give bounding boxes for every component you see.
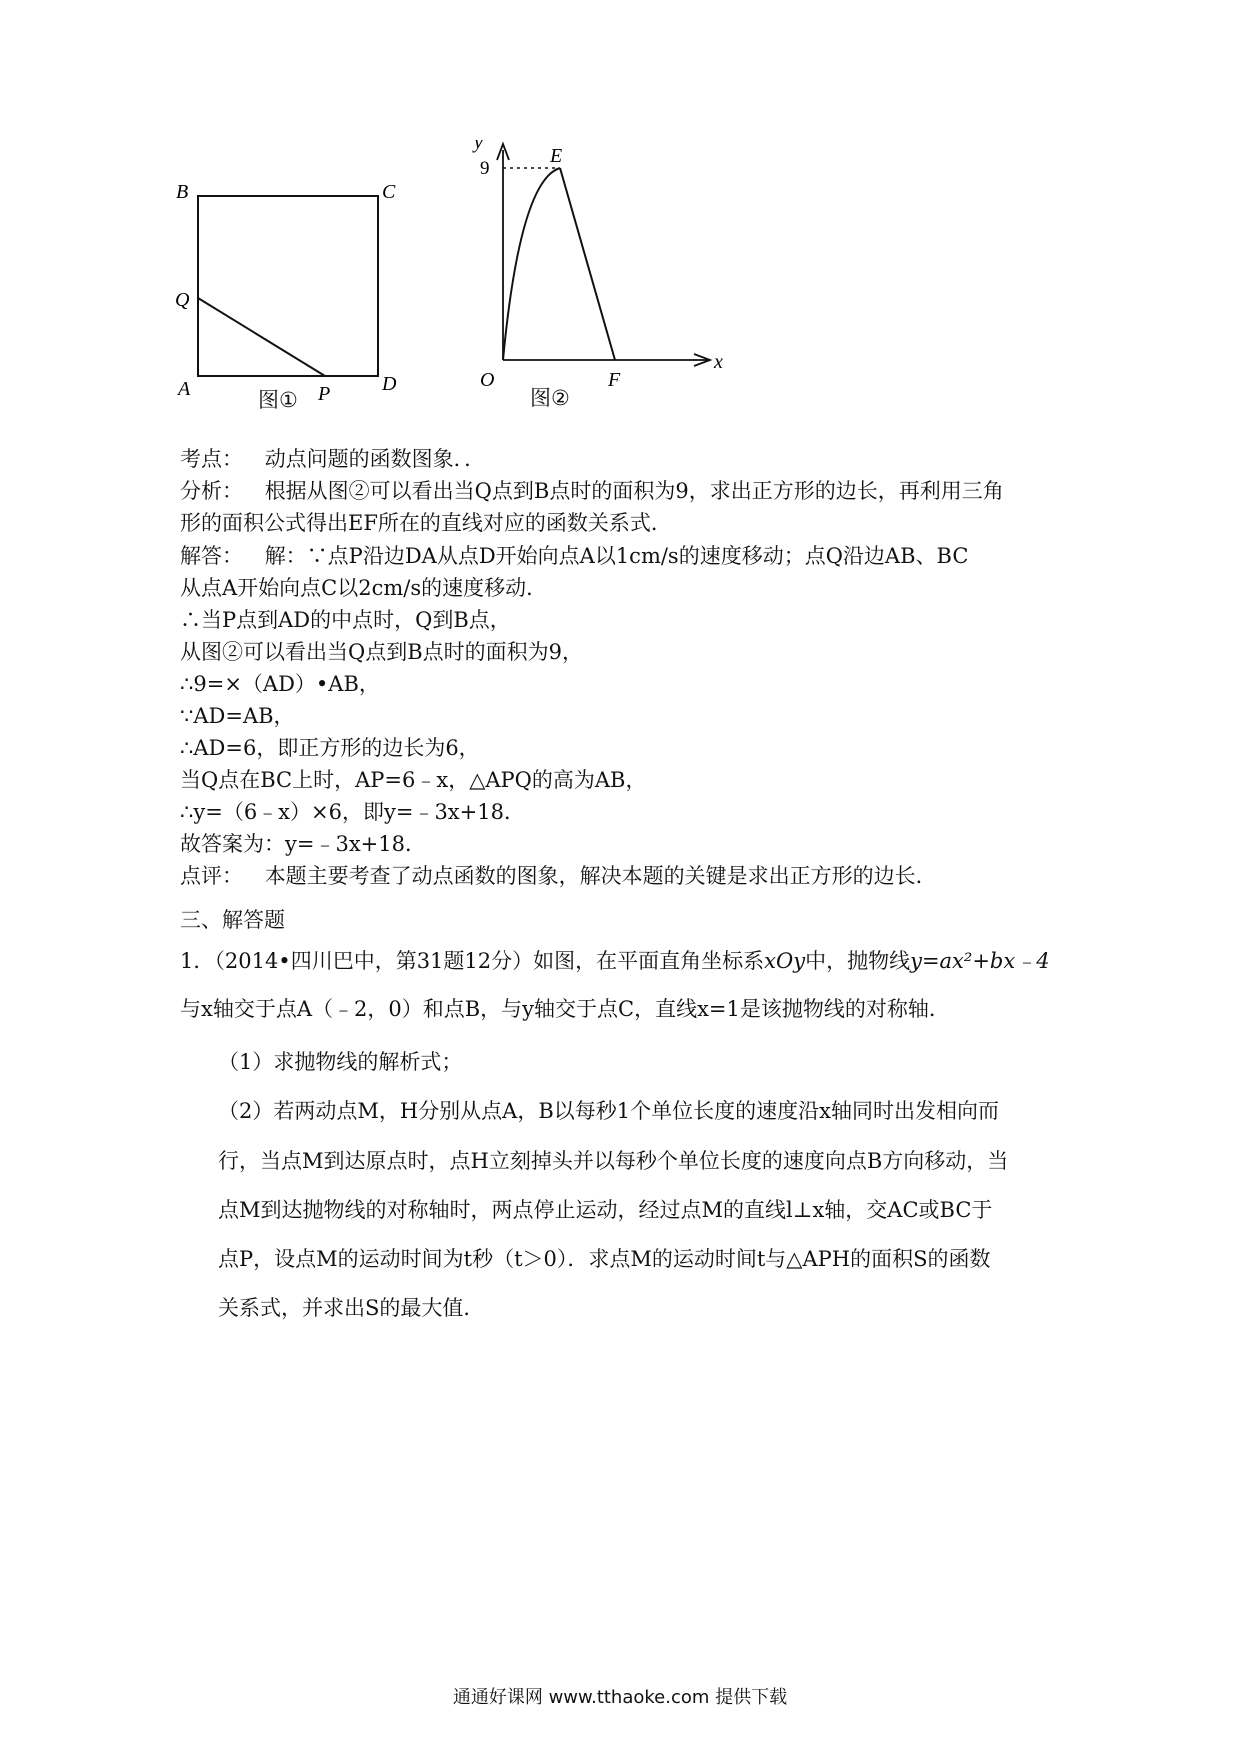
- figure-1-drawing: [170, 150, 420, 410]
- jieda-row-2: 从点A开始向点C以2cm/s的速度移动．: [180, 576, 548, 600]
- solution-step: ∴y=（6﹣x）×6，即y=﹣3x+18．: [180, 800, 525, 824]
- question-2-line: 行，当点M到达原点时，点H立刻掉头并以每秒个单位长度的速度向点B方向移动，当: [218, 1149, 1009, 1173]
- label-a: A: [178, 378, 191, 400]
- figure-1: [170, 150, 420, 410]
- figure-2-graph: [470, 140, 730, 410]
- segment-qp: [198, 298, 325, 376]
- question-1: （1）求抛物线的解析式；: [218, 1050, 463, 1074]
- jieda-label: 解答：: [180, 544, 243, 568]
- figure-2: [470, 140, 730, 410]
- problem-equation: y=ax²+bx﹣4: [910, 949, 1050, 973]
- solution-step: ∴9=×（AD）•AB，: [180, 672, 380, 696]
- kaodian-label: 考点：: [180, 447, 243, 471]
- question-2-line: 关系式，并求出S的最大值．: [218, 1296, 485, 1320]
- kaodian-row: [180, 444, 485, 474]
- label-q: Q: [175, 289, 190, 311]
- solution-step: 从图②可以看出当Q点到B点时的面积为9，: [180, 640, 584, 664]
- label-nine: 9: [480, 158, 490, 179]
- question-2-line: （2）若两动点M，H分别从点A，B以每秒1个单位长度的速度沿x轴同时出发相向而: [218, 1099, 999, 1123]
- problem-line-1b: 中，抛物线: [805, 949, 911, 973]
- figure-1-caption: 图①: [258, 388, 298, 412]
- problem-line-1a: 1．（2014•四川巴中，第31题12分）如图，在平面直角坐标系: [180, 949, 765, 973]
- label-f: F: [608, 369, 621, 391]
- dianping-text: 本题主要考查了动点函数的图象，解决本题的关键是求出正方形的边长．: [264, 864, 937, 888]
- dianping-row: [180, 861, 937, 891]
- label-c: C: [382, 181, 396, 203]
- label-x: x: [714, 351, 723, 373]
- label-y: y: [474, 140, 483, 153]
- jieda-row: [180, 541, 968, 571]
- section-title: 三、解答题: [180, 908, 285, 932]
- fenxi-row-2: 形的面积公式得出EF所在的直线对应的函数关系式．: [180, 511, 672, 535]
- question-2-line: 点M到达抛物线的对称轴时，两点停止运动，经过点M的直线l⊥x轴，交AC或BC于: [218, 1198, 993, 1222]
- figure-2-caption: 图②: [530, 386, 570, 410]
- solution-step: 故答案为：y=﹣3x+18．: [180, 832, 426, 856]
- question-2-line: 点P，设点M的运动时间为t秒（t＞0）．求点M的运动时间t与△APH的面积S的函数: [218, 1247, 991, 1271]
- kaodian-text: 动点问题的函数图象．．: [264, 447, 486, 471]
- solution-step: ∵AD=AB，: [180, 704, 295, 728]
- label-p: P: [318, 383, 331, 405]
- jieda-text-1: 解：∵点P沿边DA从点D开始向点A以1cm/s的速度移动；点Q沿边AB、BC: [264, 544, 969, 568]
- footer-text: 通通好课网 www.tthaoke.com 提供下载: [452, 1687, 788, 1708]
- square-abcd: [198, 196, 378, 376]
- problem-line-2: 与x轴交于点A（﹣2，0）和点B，与y轴交于点C，直线x=1是该抛物线的对称轴．: [180, 997, 950, 1021]
- label-d: D: [382, 373, 397, 395]
- solution-step: 当Q点在BC上时，AP=6﹣x，△APQ的高为AB，: [180, 768, 647, 792]
- segment-ef: [560, 168, 615, 360]
- fenxi-label: 分析：: [180, 479, 243, 503]
- label-b: B: [176, 181, 189, 203]
- label-o: O: [480, 369, 495, 391]
- label-e: E: [550, 145, 563, 167]
- problem-line-1: [180, 946, 1050, 976]
- problem-xoy: xOy: [764, 949, 806, 973]
- solution-step: ∴当P点到AD的中点时，Q到B点，: [180, 608, 511, 632]
- fenxi-text-1: 根据从图②可以看出当Q点到B点时的面积为9，求出正方形的边长，再利用三角: [264, 479, 1004, 503]
- curve-oe: [503, 168, 560, 360]
- dianping-label: 点评：: [180, 864, 243, 888]
- fenxi-row: [180, 476, 1004, 506]
- solution-step: ∴AD=6，即正方形的边长为6，: [180, 736, 480, 760]
